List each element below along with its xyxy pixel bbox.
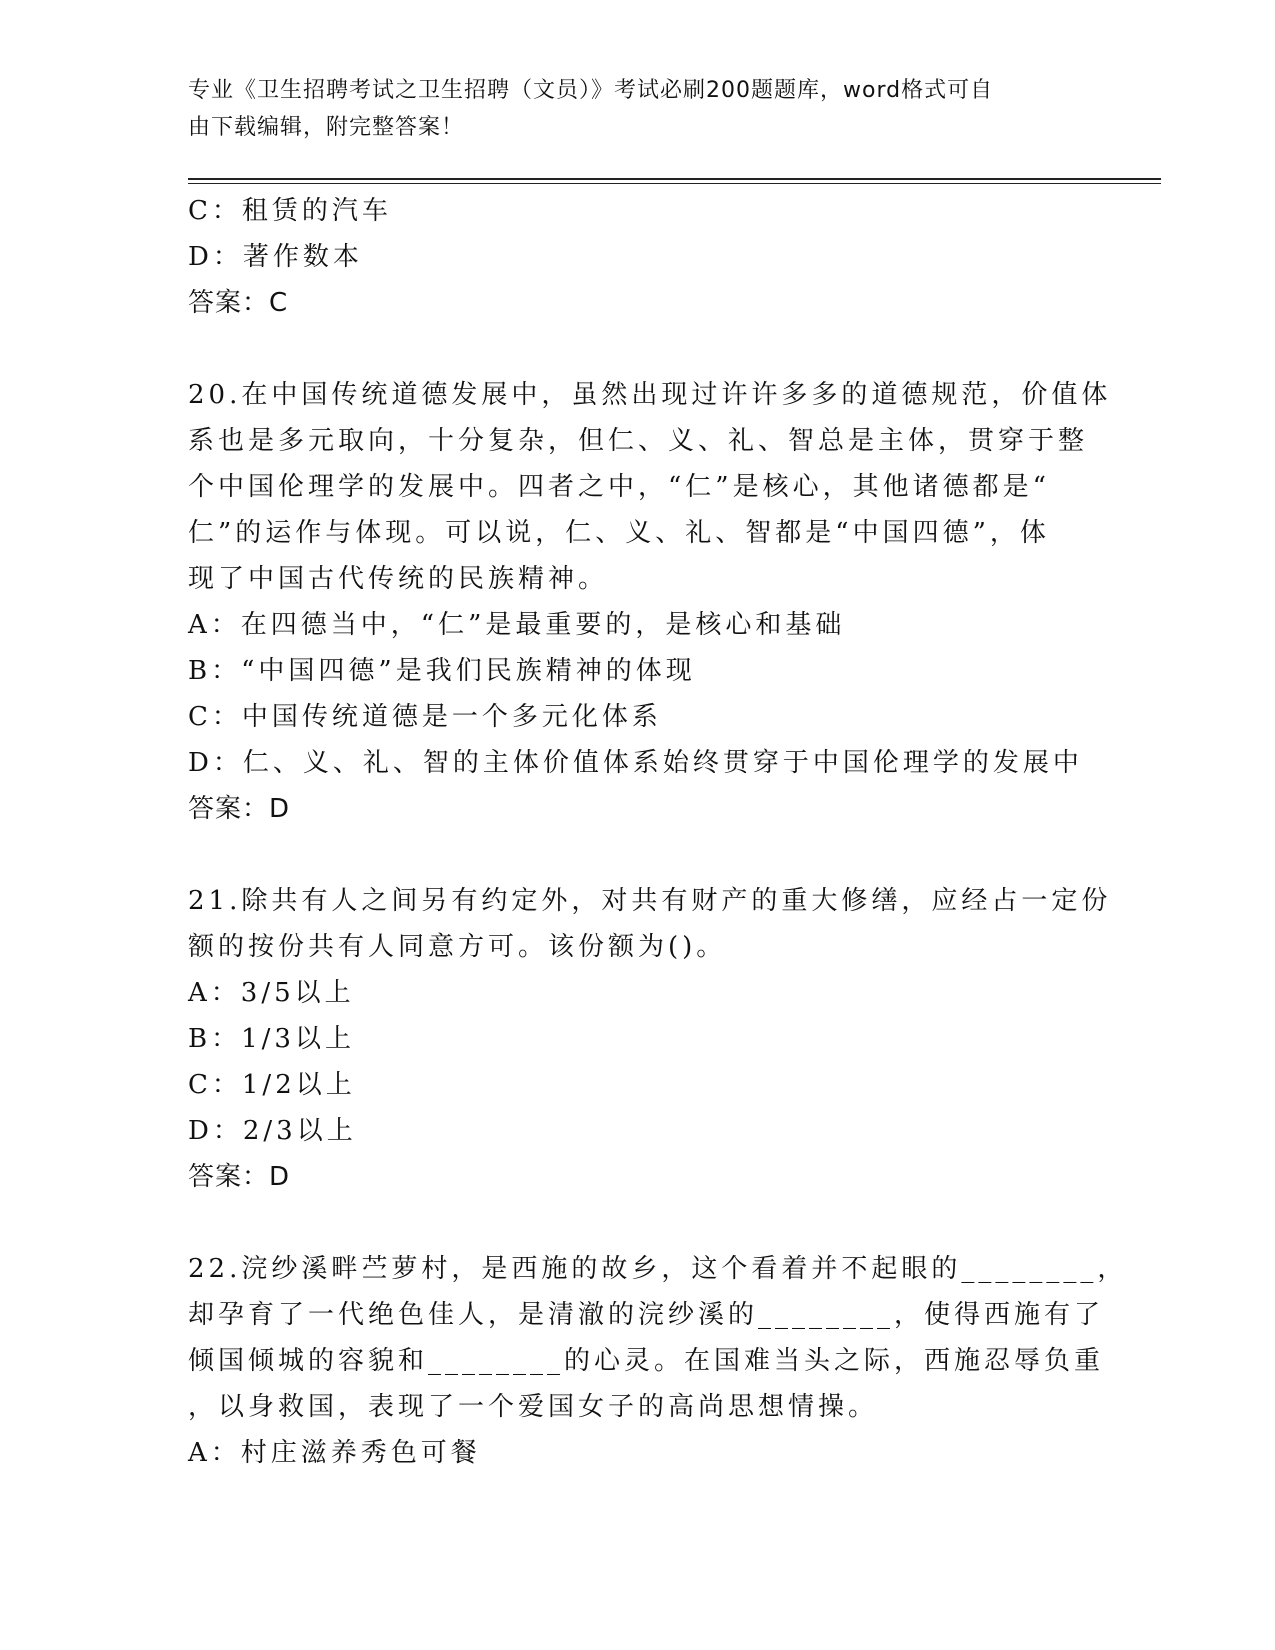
answer-line: 答案：D [188,1162,291,1192]
question-text-line: 20.在中国传统道德发展中，虽然出现过许许多多的道德规范，价值体 [188,380,1112,410]
question-21 [188,878,1112,1200]
question-text-line: 却孕育了一代绝色佳人，是清澈的浣纱溪的________，使得西施有了 [188,1300,1105,1330]
header-divider-thin [188,183,1161,184]
document-body [188,188,1128,1476]
spacer [188,326,1088,372]
document-header [188,72,1078,146]
option-a: A：村庄滋养秀色可餐 [188,1438,481,1468]
option-b: B：“中国四德”是我们民族精神的体现 [188,656,696,686]
question-text-line: 额的按份共有人同意方可。该份额为()。 [188,932,727,962]
header-line-2: 由下载编辑，附完整答案！ [188,115,465,140]
header-line-1: 专业《卫生招聘考试之卫生招聘（文员）》考试必刷200题题库，word格式可自 [188,78,994,103]
question-text-line: 个中国伦理学的发展中。四者之中，“仁”是核心，其他诸德都是“ [188,472,1050,502]
spacer [188,832,1088,878]
previous-question [188,188,1088,326]
answer-line: 答案：C [188,288,289,318]
option-a: A：3/5以上 [188,978,355,1008]
question-20 [188,372,1112,832]
option-d: D：著作数本 [188,242,363,272]
option-c: C：1/2以上 [188,1070,356,1100]
option-c: C：租赁的汽车 [188,196,392,226]
option-a: A：在四德当中，“仁”是最重要的，是核心和基础 [188,610,846,640]
question-text-line: 仁”的运作与体现。可以说，仁、义、礼、智都是“中国四德”，体 [188,518,1050,548]
question-text-line: 21.除共有人之间另有约定外，对共有财产的重大修缮，应经占一定份 [188,886,1112,916]
question-text-line: 倾国倾城的容貌和________的心灵。在国难当头之际，西施忍辱负重 [188,1346,1105,1376]
header-divider-thick [188,178,1161,180]
option-d: D：仁、义、礼、智的主体价值体系始终贯穿于中国伦理学的发展中 [188,748,1083,778]
question-text-line: ，以身救国，表现了一个爱国女子的高尚思想情操。 [188,1392,879,1422]
question-text-line: 22.浣纱溪畔苎萝村，是西施的故乡，这个看着并不起眼的________， [188,1254,1128,1284]
option-b: B：1/3以上 [188,1024,355,1054]
spacer [188,1200,1088,1246]
question-22 [188,1246,1128,1476]
option-c: C：中国传统道德是一个多元化体系 [188,702,662,732]
question-text-line: 系也是多元取向，十分复杂，但仁、义、礼、智总是主体，贯穿于整 [188,426,1089,456]
option-d: D：2/3以上 [188,1116,357,1146]
question-text-line: 现了中国古代传统的民族精神。 [188,564,609,594]
answer-line: 答案：D [188,794,291,824]
